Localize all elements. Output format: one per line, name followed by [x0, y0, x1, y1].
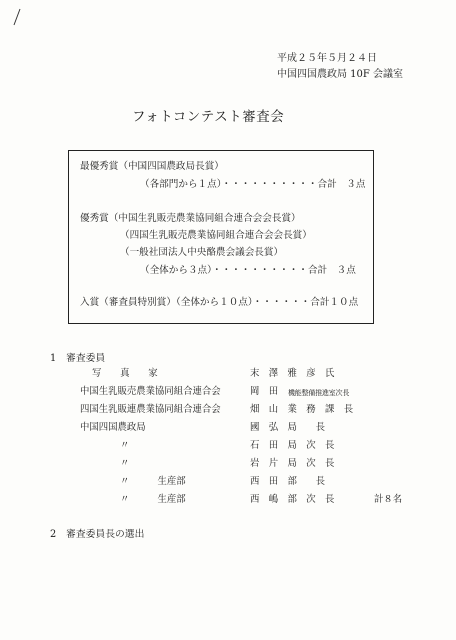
member-org: 〃 生産部 [120, 476, 186, 487]
member-name: 畑 山 業 務 課 長 [250, 404, 354, 415]
award-top-name: 最優秀賞（中国四国農政局長賞） [80, 161, 224, 172]
member-name: 國 弘 局 長 [250, 422, 326, 433]
member-title: 計８名 [374, 494, 403, 505]
page-title: フォトコンテスト審査会 [132, 109, 285, 125]
meeting-date: 平成２５年５月２４日 [277, 53, 377, 64]
member-name: 石 田 局 次 長 [250, 440, 335, 451]
member-org: 中国四国農政局 [80, 422, 146, 433]
member-name: 西 嶋 部 次 長 [250, 494, 335, 505]
award-excellent-detail: （全体から３点）・・・・・・・・・・合計 ３点 [140, 265, 356, 276]
award-special-line: 入賞（審査員特別賞）（全体から１０点）・・・・・・合計１０点 [80, 297, 359, 308]
member-name: 岡 田 [250, 386, 279, 397]
award-excellent-name: 優秀賞（中国生乳販売農業協同組合連合会会長賞） [80, 213, 301, 224]
member-org: 〃 生産部 [120, 494, 186, 505]
member-name: 末 澤 雅 彦 氏 [250, 368, 335, 379]
member-org: 〃 [120, 440, 130, 451]
award-top-detail: （各部門から１点）・・・・・・・・・・合計 ３点 [140, 179, 366, 190]
award-excellent-line2: （四国生乳販売農業協同組合連合会会長賞） [120, 230, 312, 241]
award-excellent-line3: （一般社団法人中央酪農会議会長賞） [120, 247, 284, 258]
member-name: 西 田 部 長 [250, 476, 326, 487]
meeting-venue: 中国四国農政局 10F 会議室 [277, 69, 404, 80]
member-org: 写 真 家 [92, 368, 158, 379]
member-name: 岩 片 局 次 長 [250, 458, 335, 469]
member-org: 〃 [120, 458, 130, 469]
member-org: 四国生乳販連農業協同組合連合会 [80, 404, 221, 415]
member-title: 機能整備推進室次長 [288, 389, 350, 397]
section1-heading: 1 審査委員 [50, 353, 106, 364]
section2-heading: 2 審査委員長の選出 [50, 529, 145, 540]
pen-mark-icon [12, 8, 22, 26]
member-org: 中国生乳販売農業協同組合連合会 [80, 386, 221, 397]
